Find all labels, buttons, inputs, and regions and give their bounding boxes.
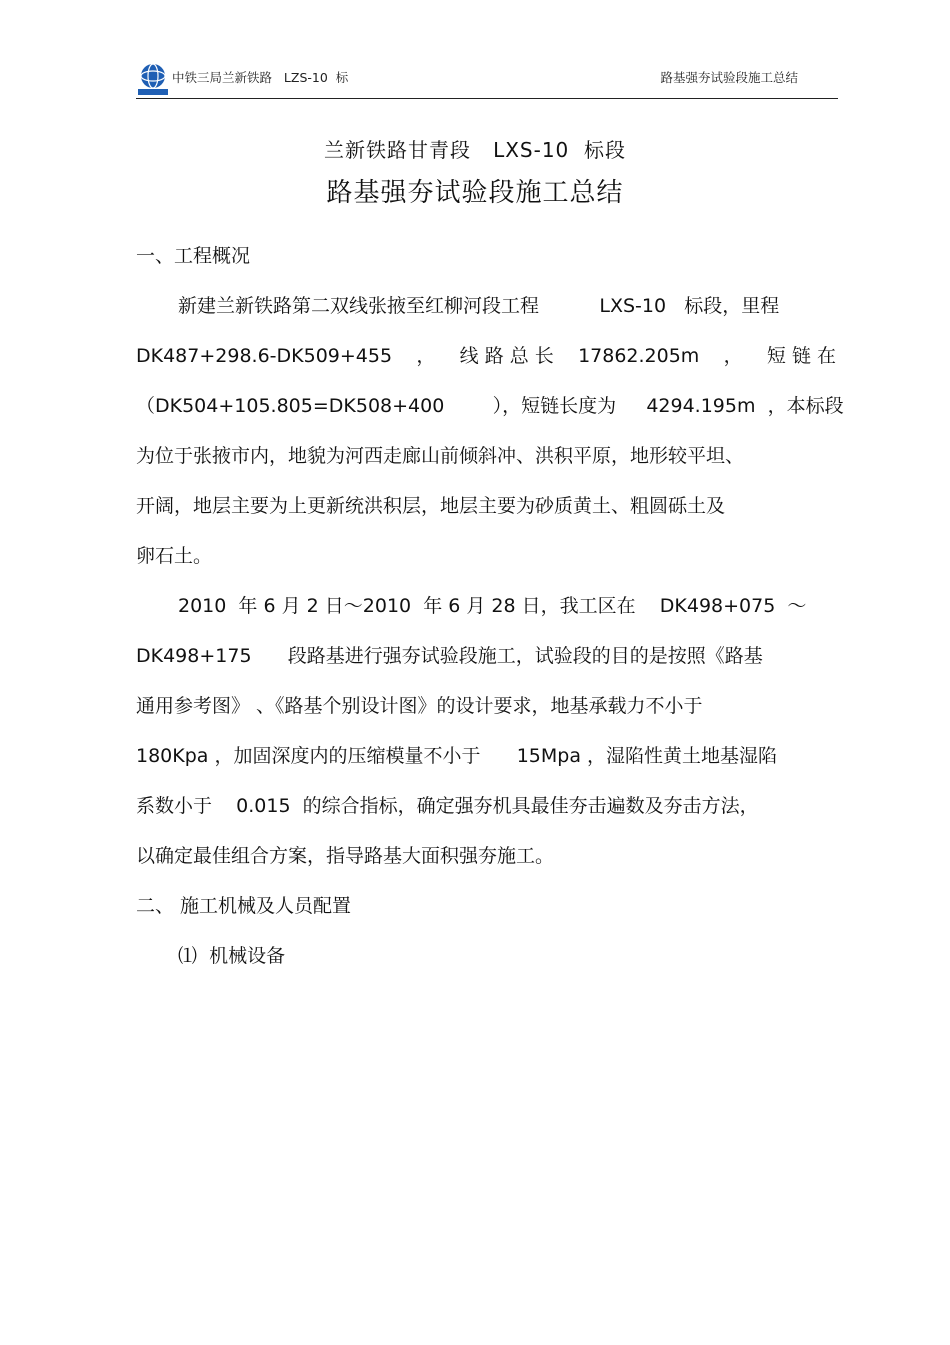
subsection-machinery: ⑴ 机械设备 (178, 945, 286, 967)
document-title: 路基强夯试验段施工总结 (326, 178, 624, 208)
paragraph-1-line-1: 新建兰新铁路第二双线张掖至红柳河段工程 LXS-10 标段，里程 (178, 295, 780, 317)
page-header (136, 60, 838, 99)
mileage-range: DK487+298.6-DK509+455 (136, 345, 393, 367)
paragraph-1-line-6: 卵石土。 (136, 545, 213, 567)
header-right-text: 路基强夯试验段施工总结 (660, 70, 798, 85)
comma: ， (723, 345, 743, 367)
paragraph-2-line-5: 系数小于 0.015 的综合指标，确定强夯机具最佳夯击遍数及夯击方法， (136, 795, 759, 817)
route-length-label: 线 路 总 长 (459, 345, 554, 367)
short-chain-label: 短 链 在 (766, 345, 836, 367)
route-length-value: 17862.205m (578, 345, 700, 367)
paragraph-2-line-2: DK498+175 段路基进行强夯试验段施工，试验段的目的是按照《路基 (136, 645, 763, 667)
header-left-text: 中铁三局兰新铁路 LZS-10 标 (172, 70, 349, 85)
section-1-heading: 一、工程概况 (136, 245, 251, 267)
paragraph-1-line-4: 为位于张掖市内，地貌为河西走廊山前倾斜冲、洪积平原，地形较平坦、 (136, 445, 745, 467)
company-logo-icon (136, 62, 170, 96)
section-2-heading: 二、 施工机械及人员配置 (136, 895, 352, 917)
paragraph-1-line-3: （DK504+105.805=DK508+400 ），短链长度为 4294.195m ，本标段 (136, 395, 844, 417)
paragraph-1-line-2 (136, 342, 836, 370)
paragraph-2-line-6: 以确定最佳组合方案，指导路基大面积强夯施工。 (136, 845, 555, 867)
paragraph-2-line-1: 2010 年 6 月 2 日～2010 年 6 月 28 日，我工区在 DK498+075 ～ (178, 595, 807, 617)
paragraph-1-line-5: 开阔，地层主要为上更新统洪积层，地层主要为砂质黄土、粗圆砾土及 (136, 495, 726, 517)
comma: ， (416, 345, 436, 367)
paragraph-2-line-4: 180Kpa ，加固深度内的压缩模量不小于 15Mpa ，湿陷性黄土地基湿陷 (136, 745, 778, 767)
paragraph-2-line-3: 通用参考图》 、《路基个别设计图》的设计要求，地基承载力不小于 (136, 695, 703, 717)
document-subtitle: 兰新铁路甘青段 LXS-10 标段 (324, 138, 626, 162)
